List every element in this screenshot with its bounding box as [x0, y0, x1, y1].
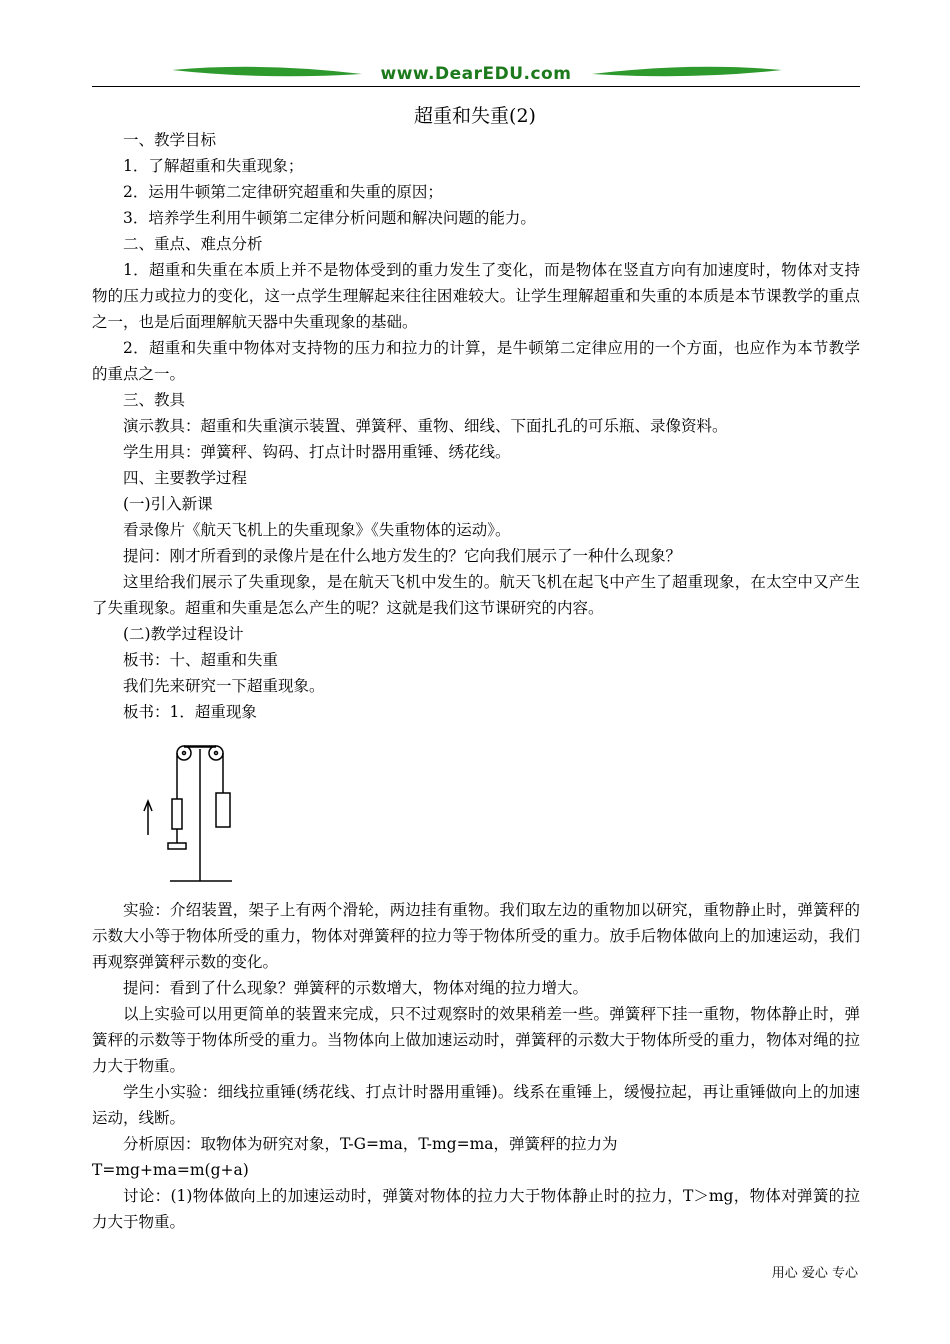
paragraph: 演示教具：超重和失重演示装置、弹簧秤、重物、细线、下面扎孔的可乐瓶、录像资料。 — [123, 417, 728, 435]
paragraph: 2．运用牛顿第二定律研究超重和失重的原因； — [123, 183, 443, 201]
site-name[interactable]: www.DearEDU.com — [380, 64, 572, 84]
paragraph: 2．超重和失重中物体对支持物的压力和拉力的计算，是牛顿第二定律应用的一个方面，也应作为本节教学的重点之一。 — [92, 339, 860, 383]
site-header — [92, 60, 860, 92]
paragraph: 3．培养学生利用牛顿第二定律分析问题和解决问题的能力。 — [123, 209, 536, 227]
paragraph: 提问：刚才所看到的录像片是在什么地方发生的？它向我们展示了一种什么现象？ — [123, 547, 682, 565]
paragraph: 讨论：(1)物体做向上的加速运动时，弹簧对物体的拉力大于物体静止时的拉力，T＞mg，物体对弹簧的拉力大于物重。 — [92, 1187, 860, 1231]
paragraph: 板书：1．超重现象 — [123, 703, 257, 721]
paragraph: 四、主要教学过程 — [123, 469, 248, 487]
header-rule — [92, 86, 860, 87]
paragraph: 三、教具 — [123, 391, 186, 409]
paragraph: (二)教学过程设计 — [123, 625, 244, 643]
paragraph: 板书：十、超重和失重 — [123, 651, 279, 669]
paragraph: 一、教学目标 — [123, 131, 217, 149]
paragraph: 1．了解超重和失重现象； — [123, 157, 304, 175]
paragraph: 这里给我们展示了失重现象，是在航天飞机中发生的。航天飞机在起飞中产生了超重现象，在太空中又产生了失重现象。超重和失重是怎么产生的呢？这就是我们这节课研究的内容。 — [92, 573, 860, 617]
paragraph: 实验：介绍装置，架子上有两个滑轮，两边挂有重物。我们取左边的重物加以研究，重物静止时，弹簧秤的示数大小等于物体所受的重力，物体对弹簧秤的拉力等于物体所受的重力。放手后物体做向上的加速运动，我们再观察弹簧秤示数的变化。 — [92, 901, 860, 971]
paragraph: T=mg+ma=m(g+a) — [92, 1161, 249, 1179]
paragraph: 以上实验可以用更简单的装置来完成，只不过观察时的效果稍差一些。弹簧秤下挂一重物，物体静止时，弹簧秤的示数等于物体所受的重力。当物体向上做加速运动时，弹簧秤的示数大于物体所受的重力，物体对绳的拉力大于物重。 — [92, 1005, 860, 1075]
paragraph: 1．超重和失重在本质上并不是物体受到的重力发生了变化，而是物体在竖直方向有加速度时，物体对支持物的压力或拉力的变化，这一点学生理解起来往往困难较大。让学生理解超重和失重的本质是本节课教学的重点之一，也是后面理解航天器中失重现象的基础。 — [92, 261, 860, 331]
paragraph: 提问：看到了什么现象？弹簧秤的示数增大，物体对绳的拉力增大。 — [123, 979, 589, 997]
page-title: 超重和失重(2) — [414, 105, 536, 127]
paragraph: 学生小实验：细线拉重锤(绣花线、打点计时器用重锤)。线系在重锤上，缓慢拉起，再让重锤做向上的加速运动，线断。 — [92, 1083, 860, 1127]
pulley-apparatus-diagram — [142, 731, 292, 891]
paragraph: (一)引入新课 — [123, 495, 213, 513]
paragraph: 分析原因：取物体为研究对象，T-G=ma，T-mg=ma，弹簧秤的拉力为 — [123, 1135, 618, 1153]
paragraph: 二、重点、难点分析 — [123, 235, 263, 253]
page-footer: 用心 爱心 专心 — [771, 1266, 858, 1281]
paragraph: 我们先来研究一下超重现象。 — [123, 677, 325, 695]
document-body — [92, 127, 860, 1235]
paragraph: 看录像片《航天飞机上的失重现象》《失重物体的运动》。 — [123, 521, 511, 539]
paragraph: 学生用具：弹簧秤、钩码、打点计时器用重锤、绣花线。 — [123, 443, 511, 461]
pulley-apparatus-figure — [92, 725, 860, 897]
